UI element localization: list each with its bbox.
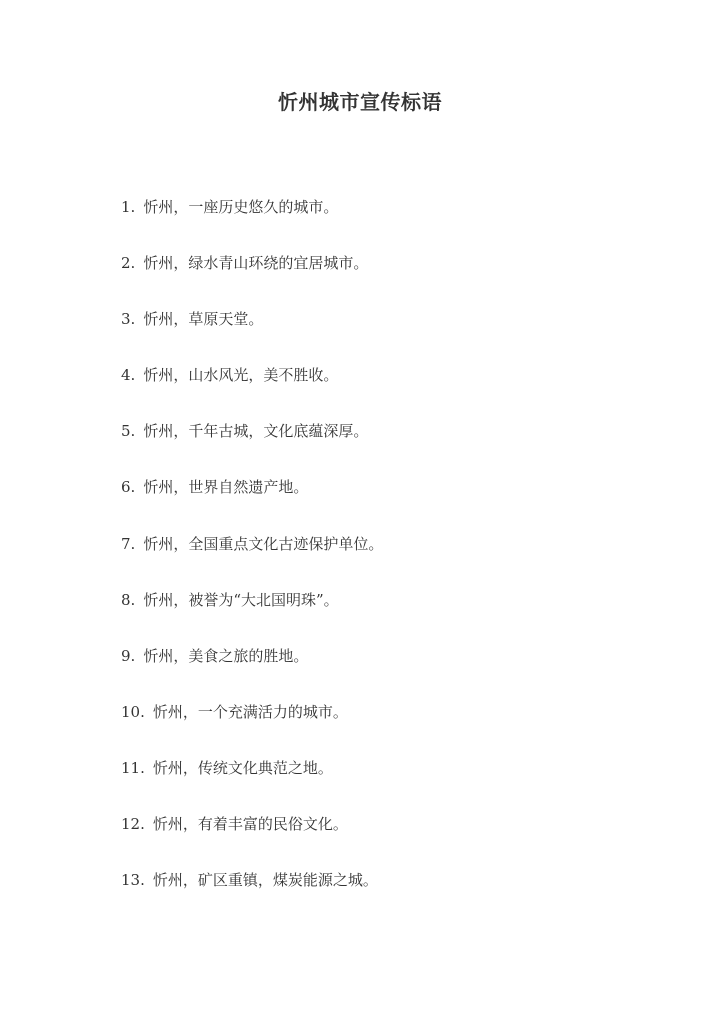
item-number: 2.: [121, 254, 136, 273]
item-text: 忻州，世界自然遗产地。: [143, 478, 309, 497]
document-title: 忻州城市宣传标语: [278, 90, 442, 114]
item-text: 忻州，美食之旅的胜地。: [143, 646, 309, 665]
item-number: 11.: [121, 758, 145, 777]
item-number: 1.: [121, 198, 136, 216]
item-number: 5.: [121, 422, 136, 441]
item-number: 7.: [121, 534, 136, 553]
item-number: 12.: [121, 815, 145, 834]
list-item: [121, 756, 383, 812]
list-item: [121, 307, 383, 363]
item-number: 8.: [121, 590, 136, 609]
list-item: [121, 475, 383, 531]
item-text: 忻州，山水风光，美不胜收。: [143, 366, 339, 385]
item-number: 10.: [121, 702, 145, 721]
list-item: [121, 812, 383, 868]
list-item: [121, 251, 383, 307]
list-item: [121, 644, 383, 700]
item-text: 忻州，有着丰富的民俗文化。: [152, 815, 348, 834]
item-number: 4.: [121, 366, 136, 385]
list-item: [121, 868, 383, 924]
item-text: 忻州，被誉为“大北国明珠”。: [143, 590, 339, 609]
item-text: 忻州，绿水青山环绕的宜居城市。: [143, 254, 369, 273]
list-item: [121, 700, 383, 756]
item-number: 3.: [121, 310, 136, 329]
item-number: 9.: [121, 646, 136, 665]
list-item: [121, 532, 383, 588]
item-text: 忻州，矿区重镇，煤炭能源之城。: [152, 871, 378, 890]
slogan-list: [121, 195, 383, 924]
list-item: [121, 588, 383, 644]
item-text: 忻州，一个充满活力的城市。: [152, 702, 348, 721]
list-item: [121, 195, 383, 251]
list-item: [121, 363, 383, 419]
item-text: 忻州，千年古城，文化底蕴深厚。: [143, 422, 369, 441]
list-item: [121, 419, 383, 475]
item-text: 忻州，草原天堂。: [143, 310, 264, 329]
item-text: 忻州，传统文化典范之地。: [152, 758, 333, 777]
item-text: 忻州，一座历史悠久的城市。: [143, 198, 339, 216]
item-number: 13.: [121, 871, 145, 890]
item-number: 6.: [121, 478, 136, 497]
item-text: 忻州，全国重点文化古迹保护单位。: [143, 534, 384, 553]
